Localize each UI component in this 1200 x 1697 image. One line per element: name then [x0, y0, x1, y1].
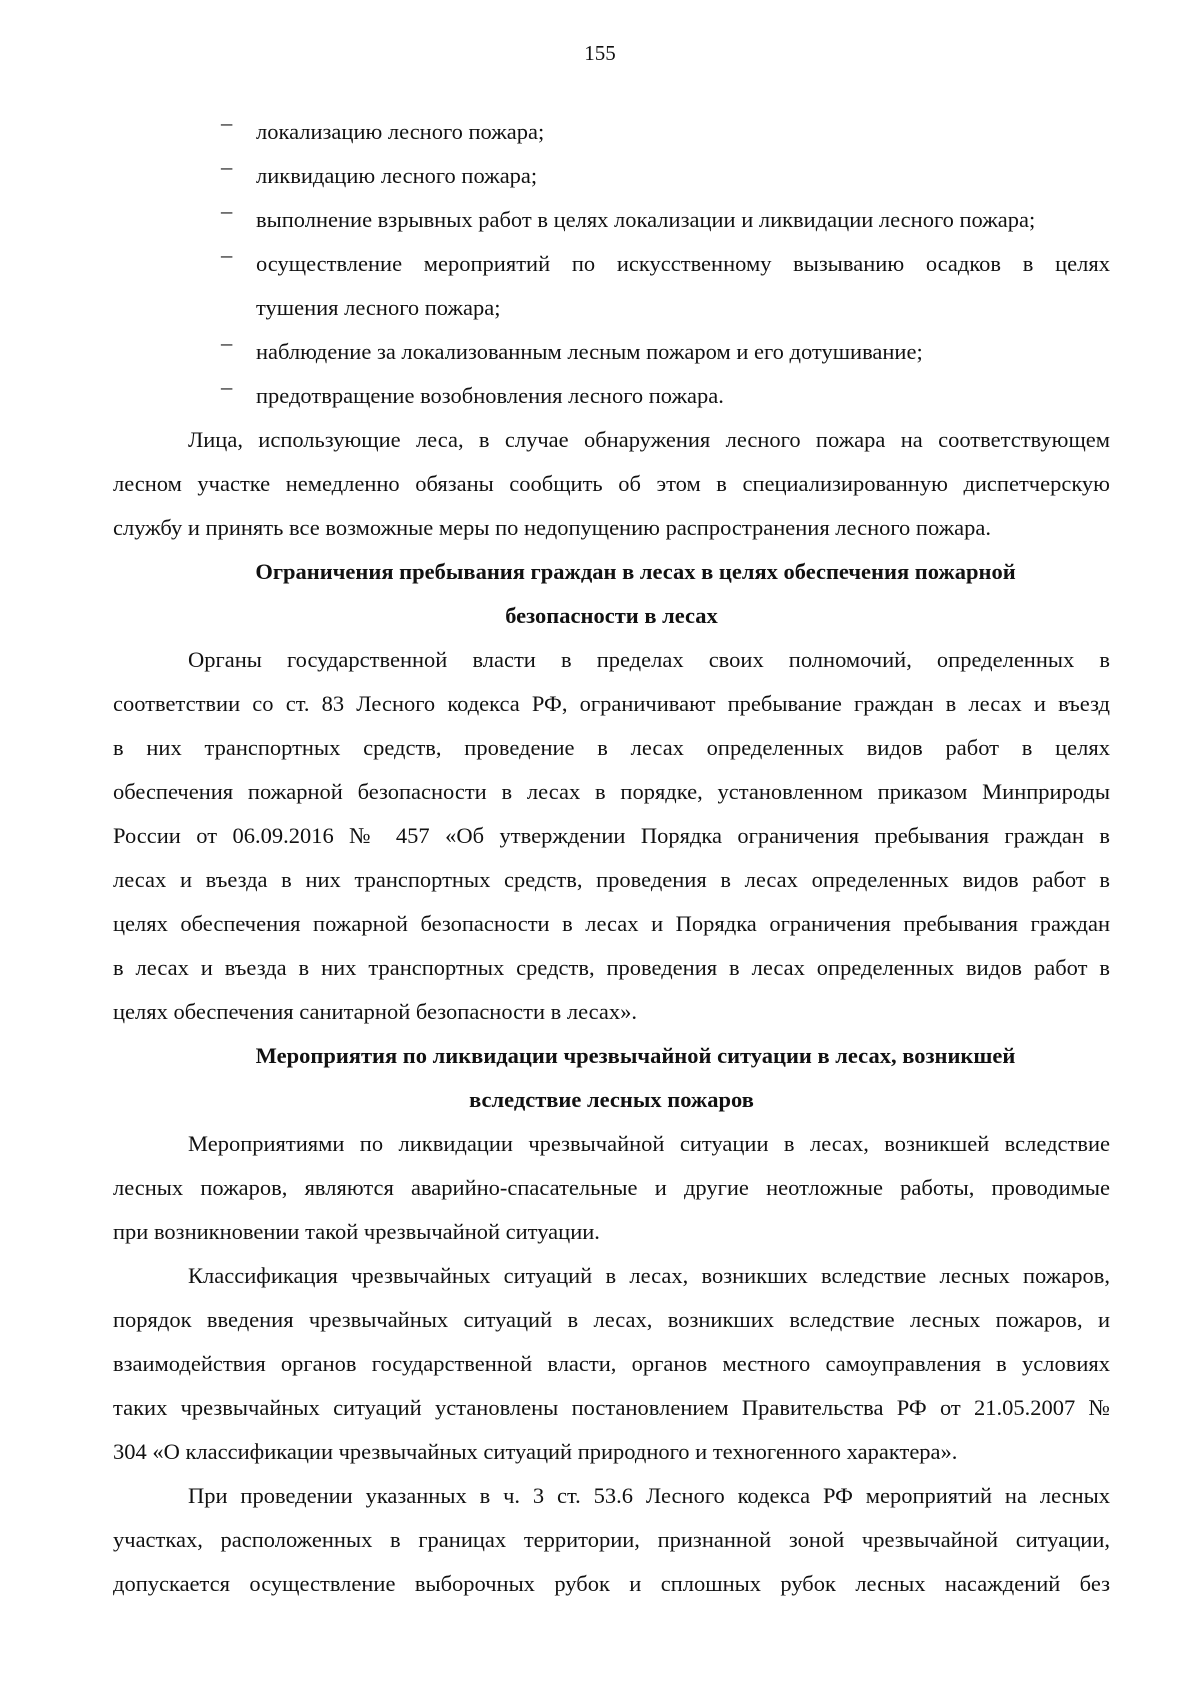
- list-item-line: осуществление мероприятий по искусственному вызыванию осадков в целях: [256, 251, 1110, 276]
- paragraph-line: Мероприятиями по ликвидации чрезвычайной ситуации в лесах, возникшей вследствие: [188, 1131, 1110, 1156]
- paragraph-classification: [113, 1254, 1110, 1474]
- paragraph-line: службу и принять все возможные меры по недопущению распространения лесного пожара.: [113, 515, 992, 540]
- paragraph-logging: [113, 1474, 1110, 1606]
- paragraph-line: целях обеспечения пожарной безопасности в лесах и Порядка ограничения пребывания граждан: [113, 911, 1110, 936]
- paragraph-line: допускается осуществление выборочных рубок и сплошных рубок лесных насаждений без: [113, 1571, 1110, 1596]
- list-item: [113, 374, 1110, 418]
- dash-bullet-icon: –: [221, 330, 233, 355]
- heading-line: Ограничения пребывания граждан в лесах в целях обеспечения пожарной: [255, 559, 1016, 584]
- page-number: 155: [584, 41, 616, 65]
- dash-bullet-icon: –: [221, 198, 233, 223]
- paragraph-line: лесных пожаров, являются аварийно-спасательные и другие неотложные работы, проводимые: [113, 1175, 1110, 1200]
- paragraph-line: обеспечения пожарной безопасности в лесах в порядке, установленном приказом Минприроды: [113, 779, 1110, 804]
- paragraph-restrictions: [113, 638, 1110, 1034]
- paragraph-line: России от 06.09.2016 № 457 «Об утверждении Порядка ограничения пребывания граждан в: [113, 823, 1110, 848]
- dash-bullet-icon: –: [221, 110, 233, 135]
- list-item: [113, 154, 1110, 198]
- list-item-line: локализацию лесного пожара;: [256, 119, 545, 144]
- dash-bullet-icon: –: [221, 242, 233, 267]
- list-item-line: тушения лесного пожара;: [256, 295, 501, 320]
- heading-line: вследствие лесных пожаров: [469, 1087, 754, 1112]
- list-item-line: предотвращение возобновления лесного пожара.: [256, 383, 724, 408]
- paragraph-line: в них транспортных средств, проведение в лесах определенных видов работ в целях: [113, 735, 1110, 760]
- section-heading-emergency: [113, 1034, 1110, 1122]
- paragraph-line: при возникновении такой чрезвычайной ситуации.: [113, 1219, 600, 1244]
- list-item-line: ликвидацию лесного пожара;: [256, 163, 538, 188]
- paragraph-line: в лесах и въезда в них транспортных средств, проведения в лесах определенных видов работ в: [113, 955, 1110, 980]
- paragraph-line: соответствии со ст. 83 Лесного кодекса РФ, ограничивают пребывание граждан в лесах и въезд: [113, 691, 1110, 716]
- list-item: [113, 198, 1110, 242]
- heading-line: Мероприятия по ликвидации чрезвычайной ситуации в лесах, возникшей: [255, 1043, 1016, 1068]
- list-item: [113, 110, 1110, 154]
- paragraph-fire-report: [113, 418, 1110, 550]
- dash-bullet-icon: –: [221, 374, 233, 399]
- paragraph-line: порядок введения чрезвычайных ситуаций в лесах, возникших вследствие лесных пожаров, и: [113, 1307, 1110, 1332]
- section-heading-restrictions: [113, 550, 1110, 638]
- paragraph-line: лесах и въезда в них транспортных средств, проведения в лесах определенных видов работ в: [113, 867, 1110, 892]
- page-content: [113, 110, 1110, 1606]
- paragraph-line: Органы государственной власти в пределах своих полномочий, определенных в: [188, 647, 1110, 672]
- paragraph-line: взаимодействия органов государственной власти, органов местного самоуправления в условиях: [113, 1351, 1110, 1376]
- paragraph-line: участках, расположенных в границах территории, признанной зоной чрезвычайной ситуации,: [113, 1527, 1110, 1552]
- paragraph-line: Лица, использующие леса, в случае обнаружения лесного пожара на соответствующем: [188, 427, 1110, 452]
- paragraph-line: лесном участке немедленно обязаны сообщить об этом в специализированную диспетчерскую: [113, 471, 1110, 496]
- dash-bullet-icon: –: [221, 154, 233, 179]
- dash-list: [113, 110, 1110, 418]
- list-item: [113, 242, 1110, 330]
- paragraph-emergency-measures: [113, 1122, 1110, 1254]
- paragraph-line: целях обеспечения санитарной безопасности в лесах».: [113, 999, 638, 1024]
- paragraph-line: При проведении указанных в ч. 3 ст. 53.6 Лесного кодекса РФ мероприятий на лесных: [188, 1483, 1110, 1508]
- heading-line: безопасности в лесах: [505, 603, 718, 628]
- paragraph-line: таких чрезвычайных ситуаций установлены постановлением Правительства РФ от 21.05.2007 №: [113, 1395, 1110, 1420]
- list-item-line: наблюдение за локализованным лесным пожаром и его дотушивание;: [256, 339, 923, 364]
- list-item: [113, 330, 1110, 374]
- paragraph-line: 304 «О классификации чрезвычайных ситуаций природного и техногенного характера».: [113, 1439, 958, 1464]
- paragraph-line: Классификация чрезвычайных ситуаций в лесах, возникших вследствие лесных пожаров,: [188, 1263, 1110, 1288]
- list-item-line: выполнение взрывных работ в целях локализации и ликвидации лесного пожара;: [256, 207, 1036, 232]
